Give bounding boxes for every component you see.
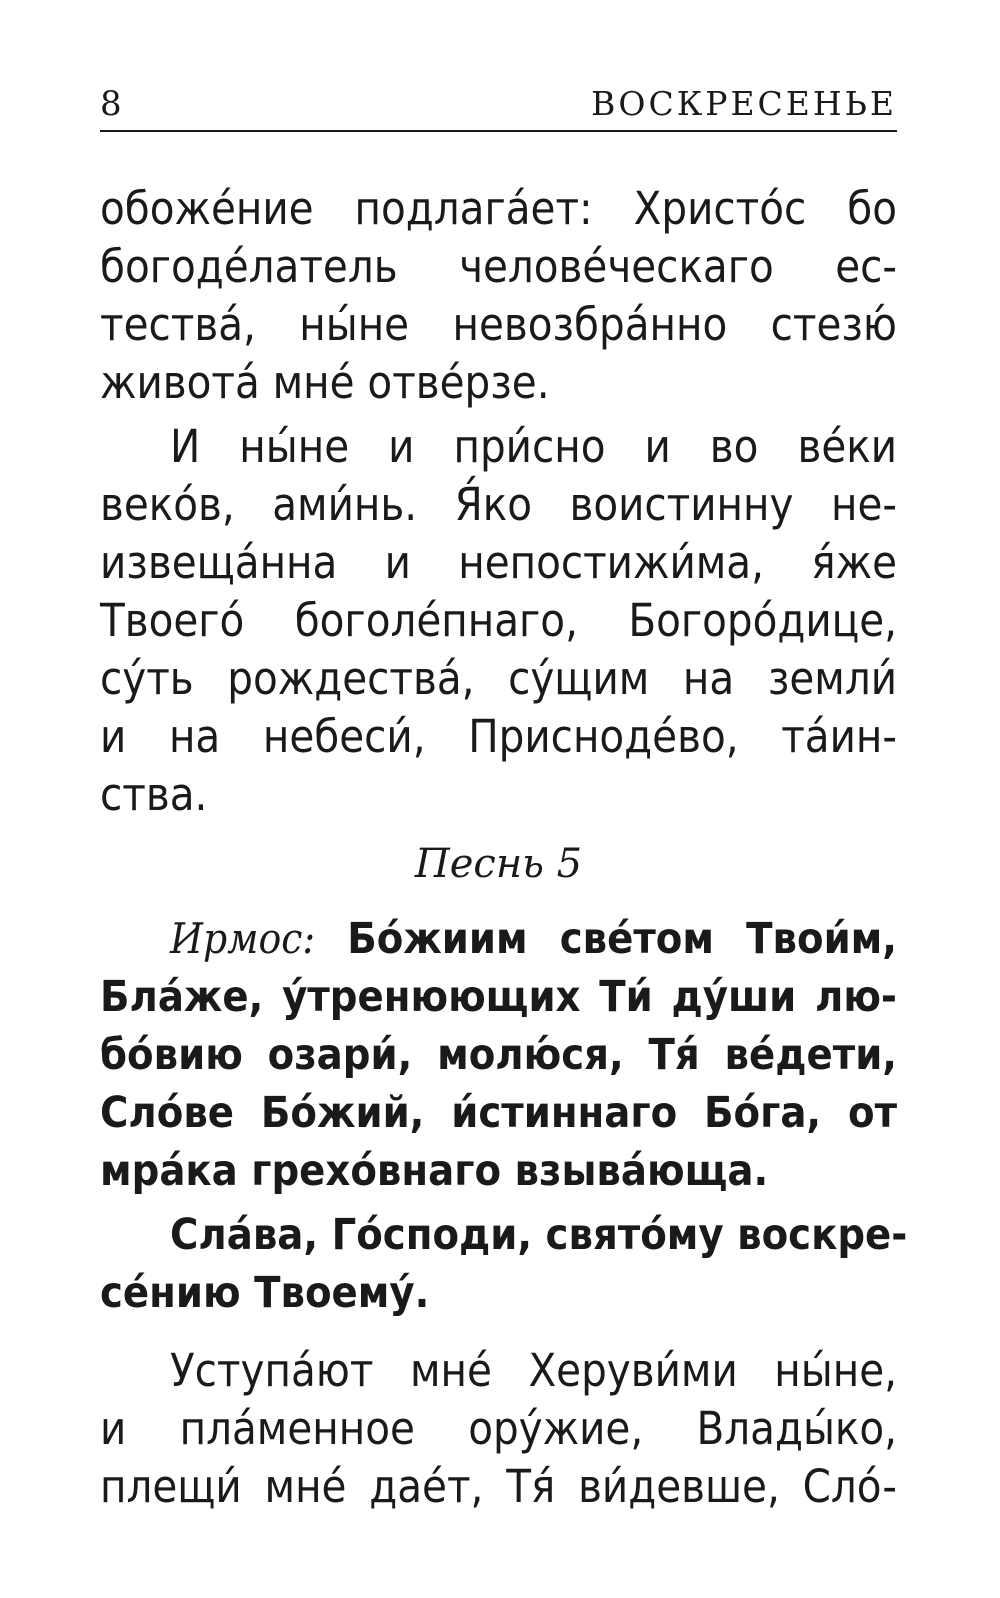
irmos-first-line bbox=[100, 910, 897, 968]
text-line: И ны́не и при́сно и во вéки bbox=[170, 420, 897, 473]
irmos-text: Бóжиим свéтом Твои́м, bbox=[347, 914, 897, 964]
text-line: мрáка грехóвнаго взывáюща. bbox=[100, 1146, 769, 1196]
text-line: сýть рождествá, сýщим на земли́ bbox=[100, 652, 897, 705]
text-line: сéнию Твоему́. bbox=[100, 1268, 430, 1318]
page-number: 8 bbox=[100, 84, 122, 124]
text-line: Слóве Бóжий, и́стиннаго Бóга, от bbox=[100, 1088, 897, 1138]
text-line: извещáнна и непостижи́ма, я́же bbox=[100, 536, 897, 589]
refrain bbox=[100, 1206, 908, 1322]
text-line: и на небеси́, Приснодéво, тáин- bbox=[100, 710, 897, 763]
song-heading: Песнь 5 bbox=[414, 841, 583, 887]
running-head: ВОСКРЕСЕНЬЕ bbox=[591, 84, 897, 123]
paragraph-1 bbox=[100, 180, 897, 412]
paragraph-3 bbox=[100, 1342, 897, 1516]
text-line: ства. bbox=[100, 768, 208, 821]
page-header bbox=[100, 84, 897, 132]
text-line: обожéние подлагáет: Христóс бо bbox=[100, 182, 897, 235]
text-line: векóв, ами́нь. Я́ко воистинну не- bbox=[100, 478, 897, 531]
page-body bbox=[100, 180, 908, 1516]
paragraph-2 bbox=[100, 418, 897, 824]
text-line: тествá, ны́не невозбрáнно стезю́ bbox=[100, 298, 897, 351]
text-line: Слáва, Гóсподи, святóму воскре- bbox=[170, 1210, 908, 1260]
irmos-label: Ирмос: bbox=[170, 914, 316, 963]
text-line: богодéлатель человéческаго ес- bbox=[100, 240, 897, 293]
text-line: плещи́ мнé даéт, Тя́ ви́девше, Слó- bbox=[100, 1460, 897, 1513]
text-line: бóвию озари́, молю́ся, Тя́ вéдети, bbox=[100, 1030, 897, 1080]
text-line: Твоегó боголéпнаго, Богорóдице, bbox=[100, 594, 897, 647]
text-line: и плáменное орýжие, Влады́ко, bbox=[100, 1402, 897, 1455]
text-line: животá мнé отвéрзе. bbox=[100, 356, 550, 409]
text-line: Бла́же, у́тренюющих Ти́ ду́ши лю- bbox=[100, 972, 897, 1022]
text-line: Уступáют мнé Херуви́ми ны́не, bbox=[170, 1344, 897, 1397]
irmos bbox=[100, 910, 897, 1200]
